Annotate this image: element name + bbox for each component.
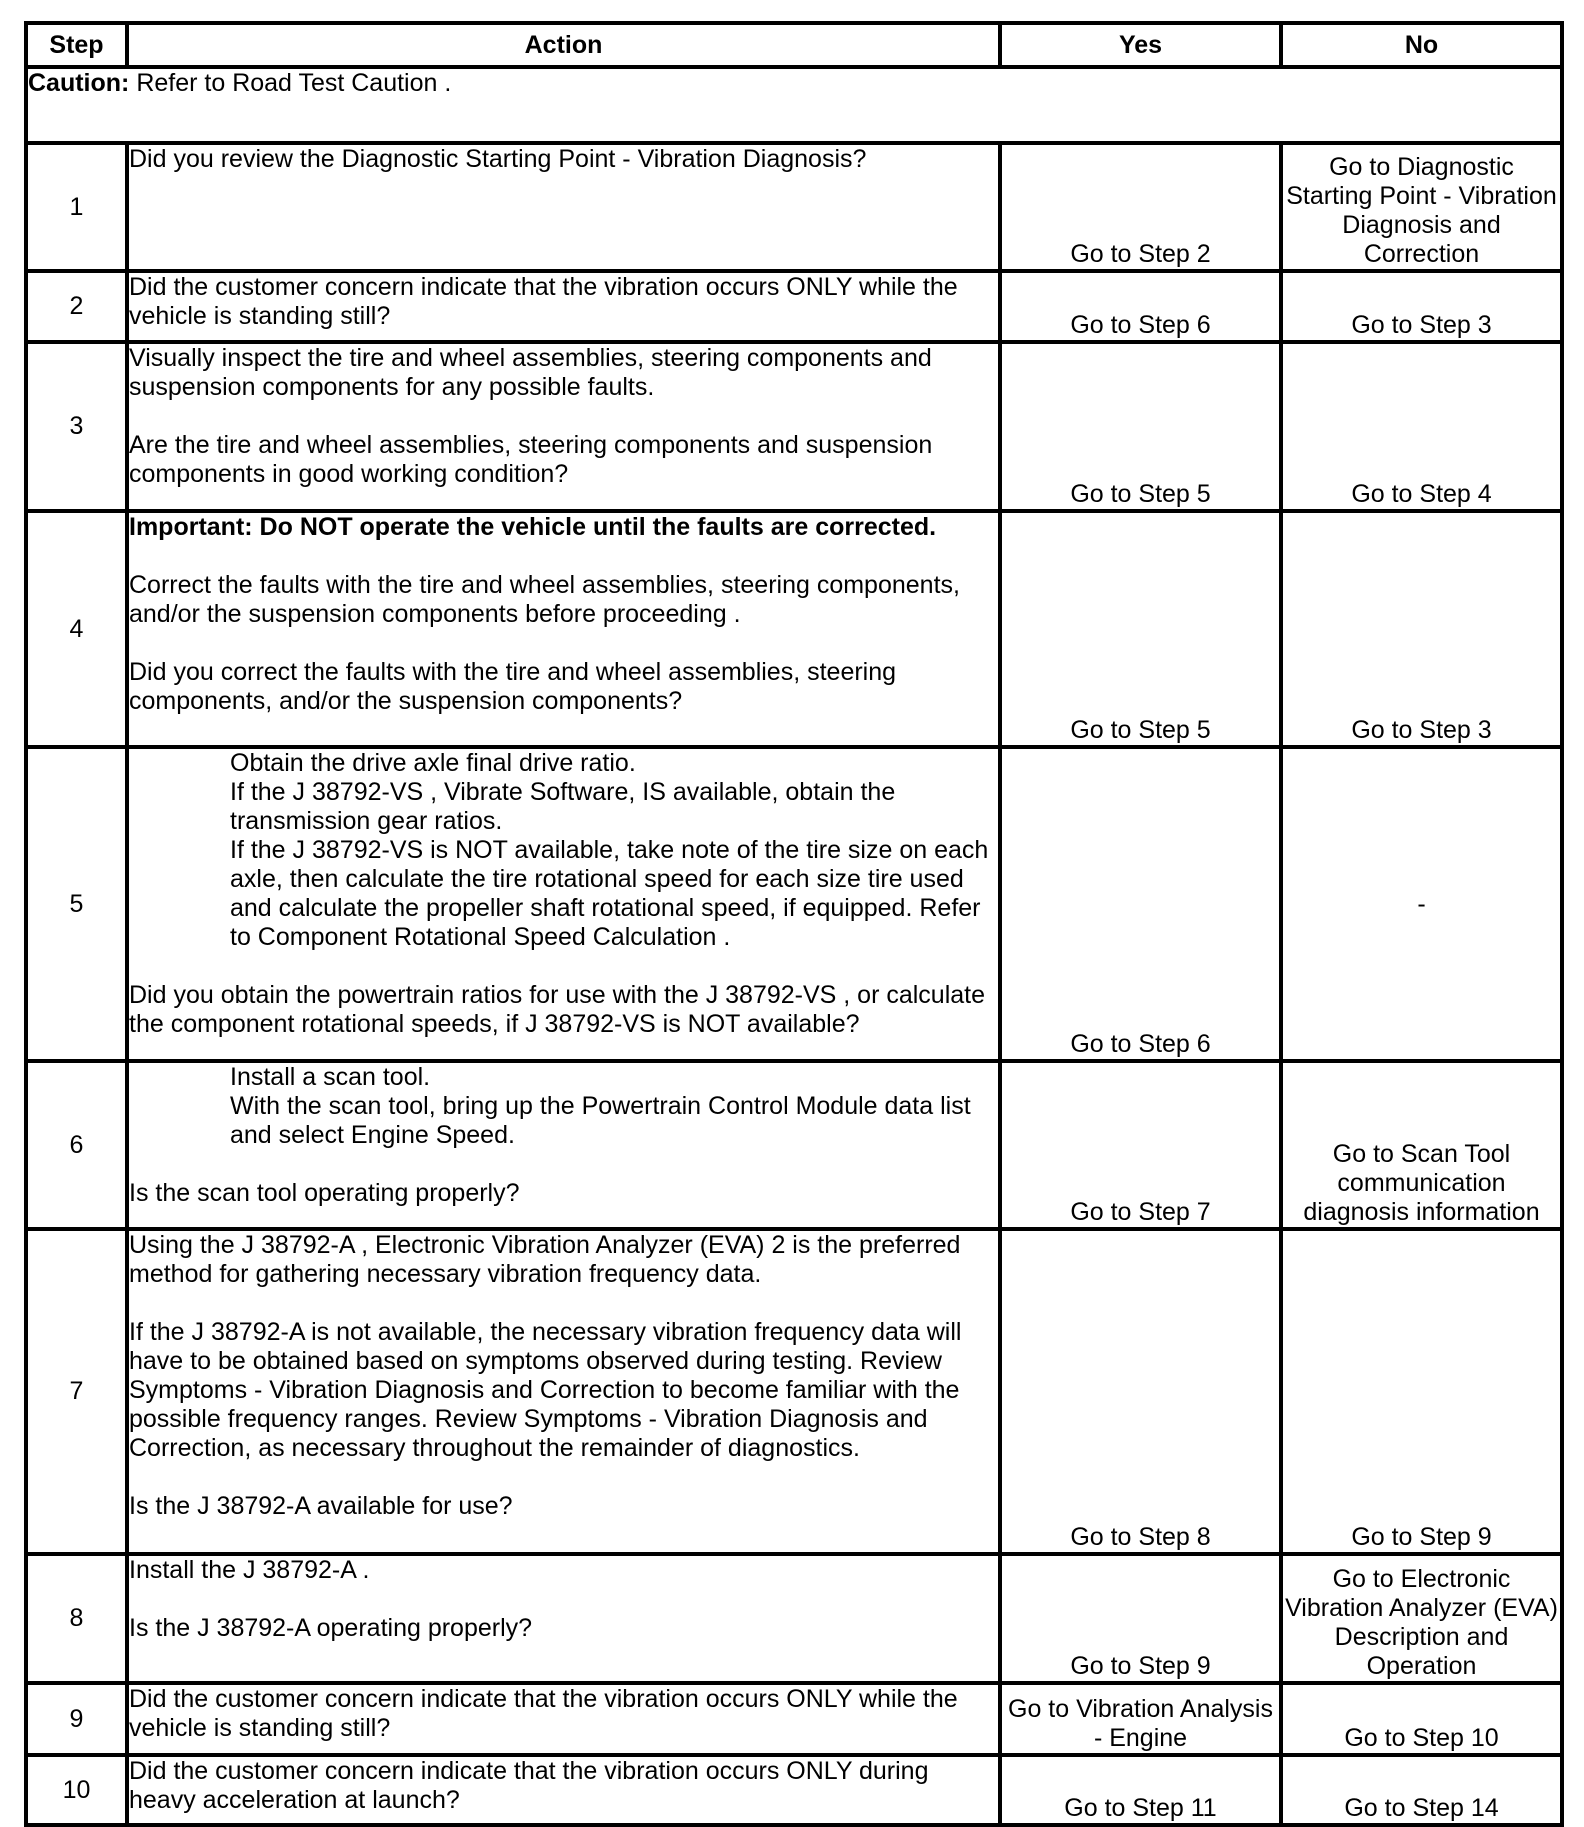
step-number: 4 [26,511,127,747]
action-cell [127,143,1000,271]
important-note: Important: Do NOT operate the vehicle until the faults are corrected. [129,513,937,541]
action-text: Did the customer concern indicate that the vibration occurs ONLY while the vehicle is standing still? [129,1685,958,1742]
action-text: Using the J 38792-A , Electronic Vibration Analyzer (EVA) 2 is the preferred method for gathering necessary vibration frequency data. [129,1231,961,1288]
action-cell [127,271,1000,342]
action-cell [127,1554,1000,1683]
caution-cell [26,67,1562,143]
yes-cell: Go to Step 6 [1000,271,1281,342]
list-item: Obtain the drive axle final drive ratio. [230,749,636,777]
caution-text: Refer to Road Test Caution . [129,69,452,97]
action-text: Correct the faults with the tire and wheel assemblies, steering components, and/or the suspension components before proceeding . [129,571,960,628]
no-cell: Go to Electronic Vibration Analyzer (EVA) Description and Operation [1281,1554,1562,1683]
no-cell: - [1281,747,1562,1061]
step-number: 6 [26,1061,127,1229]
step-number: 1 [26,143,127,271]
step-number: 7 [26,1229,127,1554]
table-row [26,1061,1562,1229]
header-no: No [1281,23,1562,67]
no-cell: Go to Step 3 [1281,511,1562,747]
action-question: Did you correct the faults with the tire and wheel assemblies, steering components, and/or the suspension components? [129,658,897,715]
action-text: Visually inspect the tire and wheel assemblies, steering components and suspension components for any possible faults. [129,344,932,401]
no-cell: Go to Step 14 [1281,1755,1562,1825]
no-cell: Go to Step 9 [1281,1229,1562,1554]
table-row [26,1554,1562,1683]
step-number: 8 [26,1554,127,1683]
table-row [26,511,1562,747]
no-cell: Go to Step 4 [1281,342,1562,511]
table-row [26,747,1562,1061]
action-question: Is the J 38792-A operating properly? [129,1614,533,1642]
action-cell [127,1755,1000,1825]
action-text: Did the customer concern indicate that the vibration occurs ONLY during heavy acceleration at launch? [129,1757,929,1814]
yes-cell: Go to Step 6 [1000,747,1281,1061]
action-question: Did you obtain the powertrain ratios for use with the J 38792-VS , or calculate the component rotational speeds, if J 38792-VS is NOT available? [129,981,986,1038]
list-item: Install a scan tool. [230,1063,431,1091]
yes-cell: Go to Vibration Analysis - Engine [1000,1683,1281,1755]
no-cell: Go to Step 3 [1281,271,1562,342]
action-question: Is the scan tool operating properly? [129,1179,520,1207]
action-cell [127,747,1000,1061]
diagnostic-table [24,21,1564,1827]
no-cell: Go to Scan Tool communication diagnosis information [1281,1061,1562,1229]
step-number: 3 [26,342,127,511]
table-row [26,342,1562,511]
action-cell [127,1061,1000,1229]
table-row [26,1229,1562,1554]
action-cell [127,1229,1000,1554]
step-number: 2 [26,271,127,342]
caution-label: Caution: [28,69,130,97]
yes-cell: Go to Step 9 [1000,1554,1281,1683]
yes-cell: Go to Step 11 [1000,1755,1281,1825]
header-step: Step [26,23,127,67]
caution-row [26,67,1562,143]
list-item: If the J 38792-VS is NOT available, take note of the tire size on each axle, then calculate the tire rotational speed for each size tire used and calculate the propeller shaft rotational speed, if equipped. Refer to Component Rotational Speed Calculation . [230,836,989,951]
list-item: If the J 38792-VS , Vibrate Software, IS available, obtain the transmission gear ratios. [230,778,896,835]
header-action: Action [127,23,1000,67]
yes-cell: Go to Step 2 [1000,143,1281,271]
list-item: With the scan tool, bring up the Powertrain Control Module data list and select Engine Speed. [230,1092,971,1149]
step-number: 5 [26,747,127,1061]
step-number: 9 [26,1683,127,1755]
table-row [26,1755,1562,1825]
table-row [26,1683,1562,1755]
no-cell: Go to Diagnostic Starting Point - Vibration Diagnosis and Correction [1281,143,1562,271]
action-text: Did the customer concern indicate that the vibration occurs ONLY while the vehicle is standing still? [129,273,958,330]
action-cell [127,1683,1000,1755]
table-row [26,271,1562,342]
action-cell [127,511,1000,747]
action-text: Did you review the Diagnostic Starting Point - Vibration Diagnosis? [129,145,867,173]
step-number: 10 [26,1755,127,1825]
action-text: If the J 38792-A is not available, the necessary vibration frequency data will have to be obtained based on symptoms observed during testing. Review Symptoms - Vibration Diagnosis and Correction to become familiar with the possible frequency ranges. Review Symptoms - Vibration Diagnosis and Correction, as necessary throughout the remainder of diagnostics. [129,1318,962,1462]
header-yes: Yes [1000,23,1281,67]
yes-cell: Go to Step 7 [1000,1061,1281,1229]
header-row [26,23,1562,67]
yes-cell: Go to Step 5 [1000,511,1281,747]
action-question: Are the tire and wheel assemblies, steering components and suspension components in good working condition? [129,431,933,488]
action-question: Is the J 38792-A available for use? [129,1492,513,1520]
action-cell [127,342,1000,511]
yes-cell: Go to Step 5 [1000,342,1281,511]
action-text: Install the J 38792-A . [129,1556,370,1584]
yes-cell: Go to Step 8 [1000,1229,1281,1554]
no-cell: Go to Step 10 [1281,1683,1562,1755]
table-row [26,143,1562,271]
